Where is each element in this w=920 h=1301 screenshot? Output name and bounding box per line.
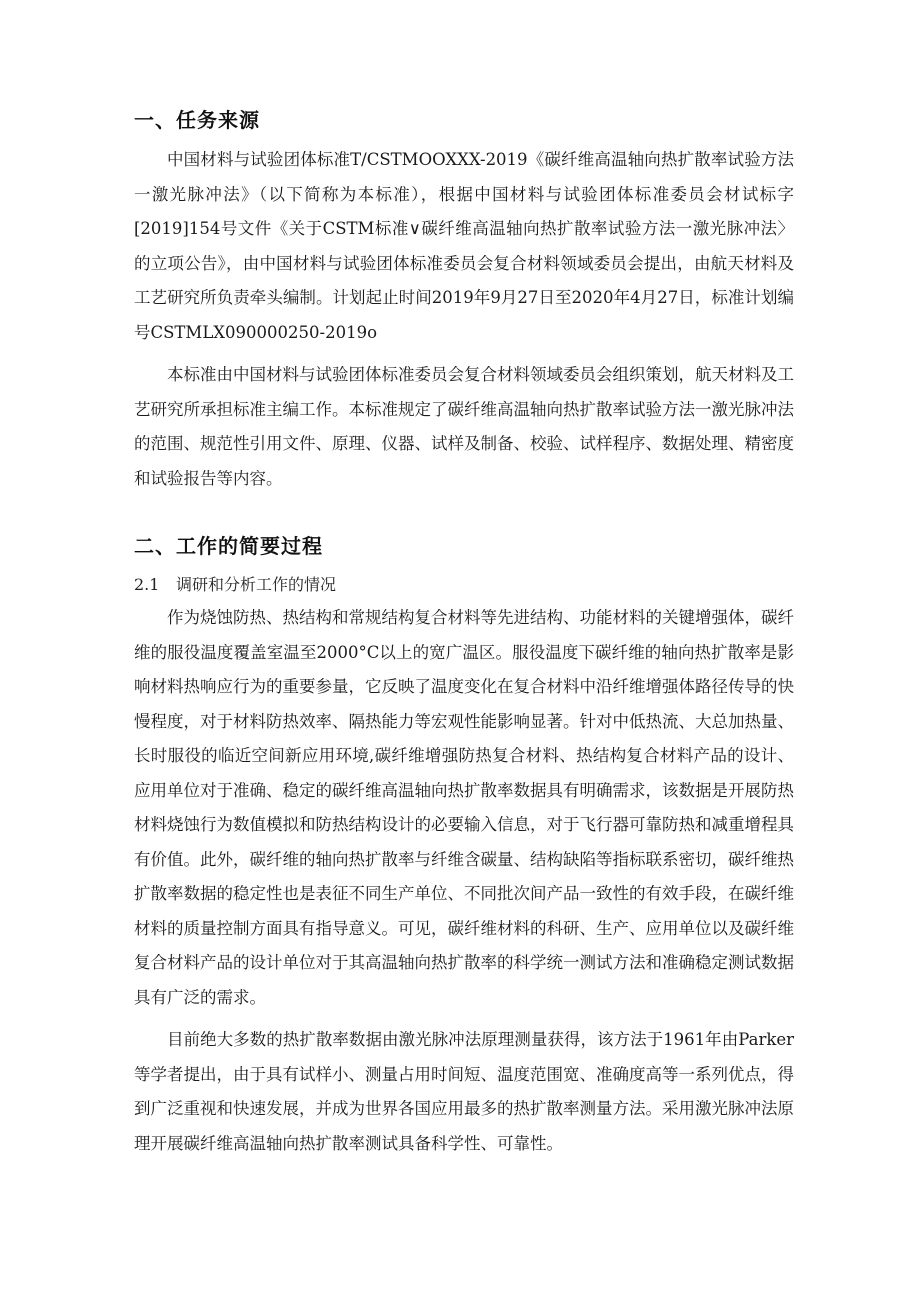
paragraph-research-background: 作为烧蚀防热、热结构和常规结构复合材料等先进结构、功能材料的关键增强体，碳纤维的服役温度覆盖室温至2000°C以上的宽广温区。服役温度下碳纤维的轴向热扩散率是影响材料热响应行为的重要参量，它反映了温度变化在复合材料中沿纤维增强体路径传导的快慢程度，对于材料防热效率、隔热能力等宏观性能影响显著。针对中低热流、大总加热量、长时服役的临近空间新应用环境,碳纤维增强防热复合材料、热结构复合材料产品的设计、应用单位对于准确、稳定的碳纤维高温轴向热扩散率数据具有明确需求，该数据是开展防热材料烧蚀行为数值模拟和防热结构设计的必要输入信息，对于飞行器可靠防热和减重增程具有价值。此外，碳纤维的轴向热扩散率与纤维含碳量、结构缺陷等指标联系密切，碳纤维热扩散率数据的稳定性也是表征不同生产单位、不同批次间产品一致性的有效手段，在碳纤维材料的质量控制方面具有指导意义。可见，碳纤维材料的科研、生产、应用单位以及碳纤维复合材料产品的设计单位对于其高温轴向热扩散率的科学统一测试方法和准确稳定测试数据具有广泛的需求。 bbox=[134, 608, 794, 1007]
section-heading-task-source: 一、任务来源 bbox=[134, 108, 260, 132]
paragraph-standard-origin: 中国材料与试验团体标准T/CSTMOOXXX-2019《碳纤维高温轴向热扩散率试验方法一激光脉冲法》（以下简称为本标准），根据中国材料与试验团体标准委员会材试标字[2019]154号文件《关于CSTM标准∨碳纤维高温轴向热扩散率试验方法一激光脉冲法〉的立项公告》，由中国材料与试验团体标准委员会复合材料领域委员会提出，由航天材料及工艺研究所负责牵头编制。计划起止时间2019年9月27日至2020年4月27日，标准计划编号CSTMLX090000250-2019o bbox=[134, 150, 794, 342]
section-heading-work-process: 二、工作的简要过程 bbox=[134, 534, 323, 558]
paragraph-standard-scope: 本标准由中国材料与试验团体标准委员会复合材料领域委员会组织策划，航天材料及工艺研究所承担标准主编工作。本标准规定了碳纤维高温轴向热扩散率试验方法一激光脉冲法的范围、规范性引用文件、原理、仪器、试样及制备、校验、试样程序、数据处理、精密度和试验报告等内容。 bbox=[134, 365, 794, 488]
paragraph-laser-flash-method: 目前绝大多数的热扩散率数据由激光脉冲法原理测量获得，该方法于1961年由Parker等学者提出，由于具有试样小、测量占用时间短、温度范围宽、准确度高等一系列优点，得到广泛重视和快速发展，并成为世界各国应用最多的热扩散率测量方法。采用激光脉冲法原理开展碳纤维高温轴向热扩散率测试具备科学性、可靠性。 bbox=[134, 1030, 794, 1153]
subsection-title: 调研和分析工作的情况 bbox=[176, 575, 337, 594]
subsection-number: 2.1 bbox=[134, 575, 160, 594]
subsection-heading bbox=[134, 572, 336, 595]
